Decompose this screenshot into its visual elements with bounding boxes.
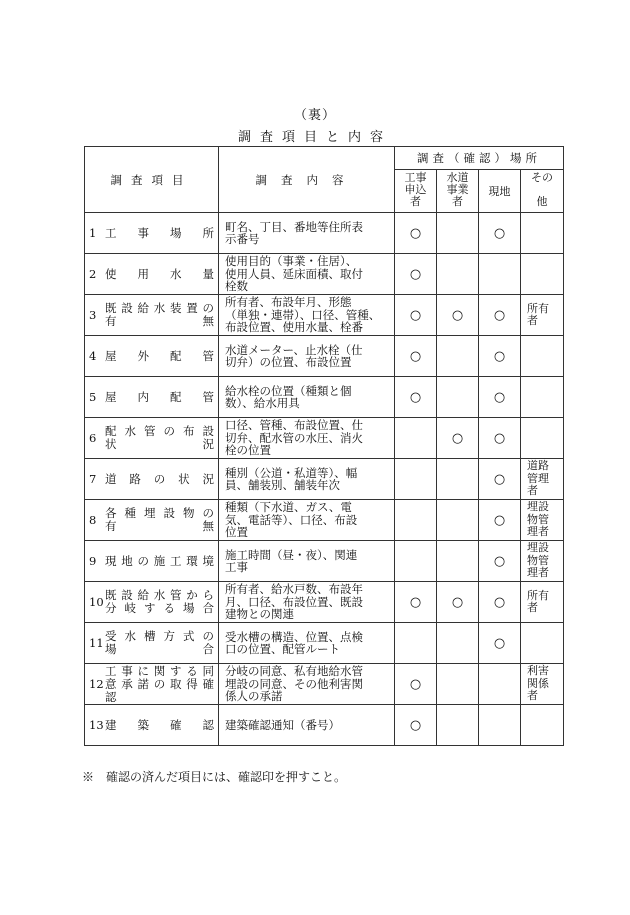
table-row [85,459,564,500]
other-party-line: 理者 [527,566,549,580]
item-number: 7 [89,472,97,486]
other-party-line: 理者 [527,525,549,539]
mark-site: ○ [479,500,521,541]
page-title: 調査項目と内容 [237,130,392,145]
other-party [521,623,564,664]
item-cell [85,623,219,664]
content-line: 位置 [225,525,248,540]
mark-applicant: ○ [395,336,437,377]
item-label: 意承諾の取得確 [105,676,214,691]
item-label: 認 [105,689,117,704]
mark-site: ○ [479,213,521,254]
content-line: 気、電話等）、口径、布設 [225,512,358,527]
table-row [85,705,564,746]
item-label: 建築確認 [105,717,214,732]
content-cell [219,213,395,254]
footnote: ※ 確認の済んだ項目には、確認印を押すこと。 [82,770,347,784]
mark-applicant: ○ [395,705,437,746]
other-party [521,664,564,705]
item-label: 有無 [105,314,214,328]
content-line: 所有者、給水戸数、布設年 [225,582,363,597]
content-line: 月、口径、布設位置、既設 [225,594,363,609]
content-line: 栓数 [225,279,248,294]
item-cell [85,500,219,541]
mark-applicant: ○ [395,664,437,705]
other-party [521,295,564,336]
other-party-line: 埋設 [527,541,549,555]
mark-applicant: ○ [395,377,437,418]
item-cell [85,213,219,254]
content-cell [219,336,395,377]
other-party-line: 物管 [527,553,549,567]
item-label: 各種埋設物の [105,506,214,520]
header-place-group: 調査（確認）場所 [395,147,564,170]
mark-utility [437,336,479,377]
other-party-line: 管理 [527,471,549,485]
item-label: 屋内配管 [105,389,214,404]
mark-utility [437,377,479,418]
content-cell [219,541,395,582]
content-line: 口の位置、配管ルート [225,642,340,656]
mark-utility [437,213,479,254]
other-party [521,500,564,541]
mark-site [479,254,521,295]
mark-utility [437,623,479,664]
item-number: 12 [89,677,104,691]
mark-utility: ○ [437,418,479,459]
content-cell [219,623,395,664]
item-label: 工事場所 [105,225,214,240]
item-number: 11 [89,636,104,650]
mark-site: ○ [479,541,521,582]
other-party-line: 者 [527,601,538,614]
mark-applicant [395,418,437,459]
header-item: 調査項目 [85,147,219,213]
item-cell [85,459,219,500]
content-line: 分岐の同意、私有地給水管 [225,664,363,679]
item-label: 屋外配管 [105,348,214,363]
content-line: （単独・連帯）、口径、管種、 [225,307,381,322]
content-cell [219,254,395,295]
item-number: 1 [89,226,97,240]
item-label: 使用水量 [105,266,214,281]
mark-utility [437,541,479,582]
item-number: 5 [89,390,97,404]
item-cell [85,705,219,746]
table-row [85,582,564,623]
mark-utility [437,705,479,746]
item-label: 既設給水装置の [105,301,214,315]
item-label: 状況 [105,437,214,451]
content-cell [219,377,395,418]
table-row [85,500,564,541]
item-cell [85,541,219,582]
table-row [85,418,564,459]
content-line: 係人の承諾 [225,689,283,704]
table-row [85,623,564,664]
other-party-line: 者 [527,484,538,498]
mark-applicant [395,500,437,541]
other-party [521,418,564,459]
content-cell [219,705,395,746]
other-party-line: 道路 [527,459,549,473]
other-party [521,213,564,254]
item-label: 受水槽方式の [105,629,214,643]
mark-site: ○ [479,377,521,418]
content-line: 切弁）の位置、布設位置 [225,355,352,369]
mark-utility: ○ [437,582,479,623]
content-line: 埋設の同意、その他利害関 [225,676,363,691]
header-utility: 水道 事業 者 [437,170,479,213]
content-line: 使用人員、延床面積、取付 [225,266,363,281]
item-label: 配水管の布設 [105,424,214,438]
header-applicant: 工事 申込 者 [395,170,437,213]
table-row [85,254,564,295]
mark-site [479,705,521,746]
content-line: 工事 [225,560,248,574]
table-row [85,336,564,377]
item-cell [85,254,219,295]
content-line: 所有者、布設年月、形態 [225,295,352,310]
item-cell [85,377,219,418]
content-cell [219,418,395,459]
content-line: 水道メーター、止水栓（仕 [225,342,363,357]
content-line: 受水槽の構造、位置、点検 [225,629,363,644]
content-cell [219,500,395,541]
mark-site: ○ [479,582,521,623]
header-site: 現地 [479,170,521,213]
other-party [521,377,564,418]
content-line: 員、舗装別、舗装年次 [225,478,340,492]
mark-site: ○ [479,336,521,377]
other-party-line: 所有 [527,588,549,602]
mark-utility [437,500,479,541]
mark-applicant: ○ [395,295,437,336]
table-row [85,213,564,254]
other-party-line: 物管 [527,512,549,526]
mark-utility: ○ [437,295,479,336]
item-number: 3 [89,308,97,322]
item-label: 道路の状況 [105,471,214,486]
table-row [85,295,564,336]
content-line: 使用目的（事業・住居）、 [225,254,358,269]
other-party [521,459,564,500]
mark-applicant [395,541,437,582]
survey-table [84,146,564,746]
item-number: 8 [89,513,97,527]
item-cell [85,295,219,336]
other-party-line: 者 [527,314,538,327]
content-line: 栓の位置 [225,443,271,458]
item-label: 分岐する場合 [105,601,214,615]
content-line: 施工時間（昼・夜）、関連 [225,547,358,562]
item-label: 有無 [105,519,214,533]
item-label: 場合 [105,642,214,656]
item-label: 現地の施工環境 [105,553,214,568]
item-number: 4 [89,349,97,363]
other-party-line: 者 [527,689,538,703]
mark-site [479,664,521,705]
content-line: 数）、給水用具 [225,396,300,410]
item-cell [85,664,219,705]
mark-site: ○ [479,459,521,500]
item-label: 既設給水管から [105,588,214,602]
mark-applicant: ○ [395,254,437,295]
mark-applicant: ○ [395,582,437,623]
mark-site: ○ [479,295,521,336]
content-line: 建築確認通知（番号） [225,717,340,732]
item-number: 9 [89,554,97,568]
item-label: 工事に関する同 [105,663,214,678]
content-cell [219,295,395,336]
other-party-line: 所有 [527,301,549,315]
other-party [521,705,564,746]
table-row [85,377,564,418]
item-cell [85,582,219,623]
content-line: 示番号 [225,232,260,246]
item-cell [85,336,219,377]
table-row [85,664,564,705]
other-party-line: 利害 [527,664,549,678]
content-cell [219,582,395,623]
content-line: 町名、丁目、番地等住所表 [225,219,363,234]
other-party-line: 関係 [527,676,549,690]
mark-utility [437,459,479,500]
mark-utility [437,254,479,295]
content-line: 給水栓の位置（種類と個 [225,383,352,398]
other-party [521,254,564,295]
header-content: 調査内容 [219,147,395,213]
mark-site: ○ [479,623,521,664]
item-number: 6 [89,431,97,445]
item-cell [85,418,219,459]
item-number: 13 [89,718,104,732]
content-line: 種別（公道・私道等）、幅 [225,465,358,480]
mark-applicant [395,623,437,664]
content-line: 布設位置、使用水量、栓番 [225,320,363,335]
mark-applicant [395,459,437,500]
content-cell [219,459,395,500]
other-party [521,541,564,582]
header-other: その 他 [521,170,564,213]
content-line: 切弁、配水管の水圧、消火 [225,430,363,445]
content-cell [219,664,395,705]
side-tag: （裏） [293,108,336,123]
mark-utility [437,664,479,705]
other-party-line: 埋設 [527,500,549,514]
other-party [521,582,564,623]
content-line: 口径、管種、布設位置、仕 [225,418,363,433]
table-row [85,541,564,582]
other-party [521,336,564,377]
content-line: 種類（下水道、ガス、電 [225,500,352,515]
item-number: 2 [89,267,97,281]
item-number: 10 [89,595,104,609]
content-line: 建物との関連 [225,607,294,622]
mark-applicant: ○ [395,213,437,254]
mark-site: ○ [479,418,521,459]
